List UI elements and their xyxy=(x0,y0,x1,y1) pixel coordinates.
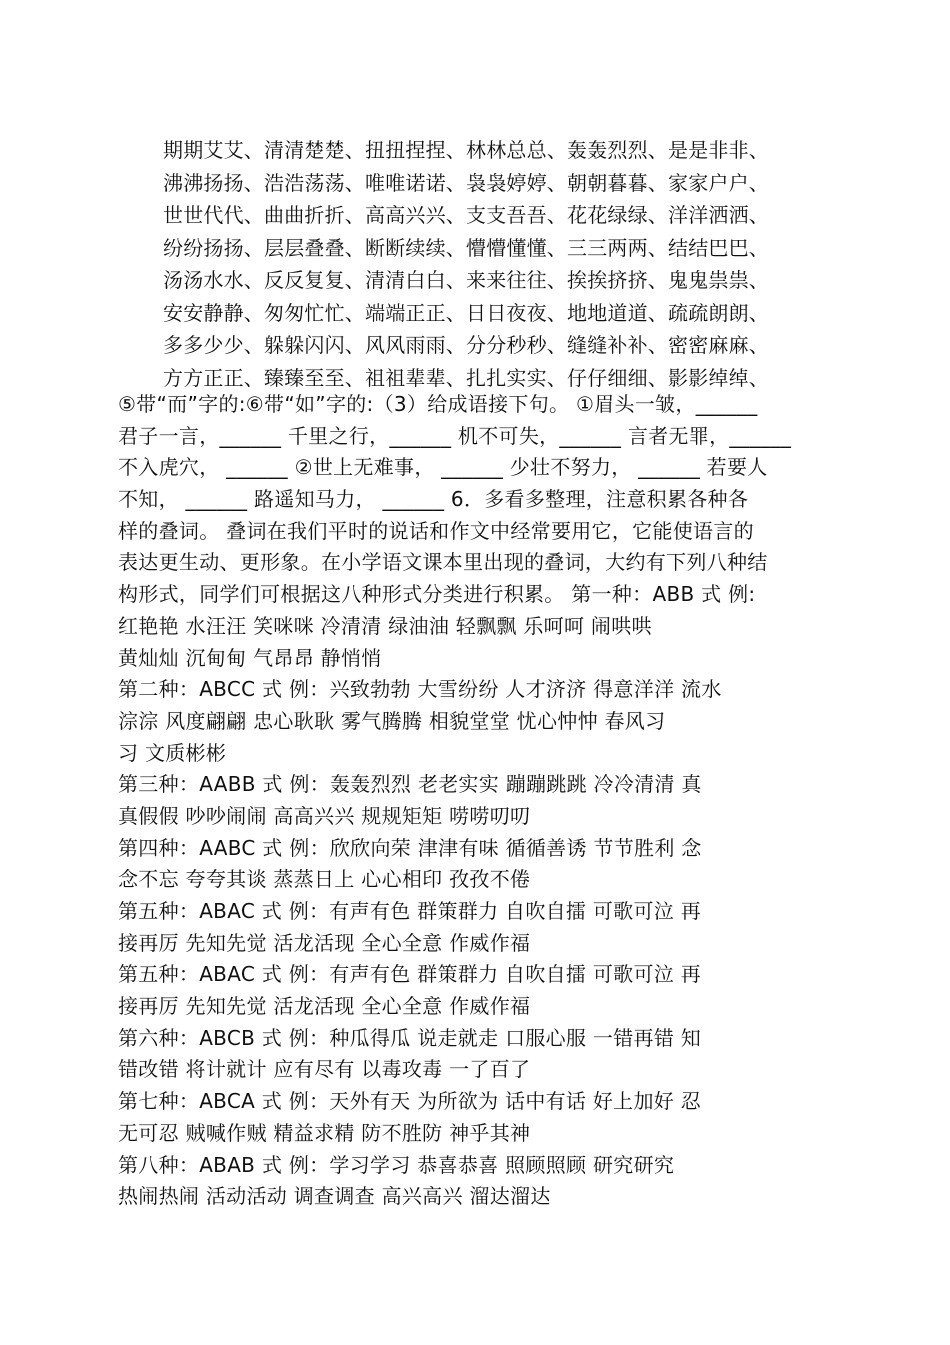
body-line: 淙淙 风度翩翩 忠心耿耿 雾气腾腾 相貌堂堂 忧心忡忡 春风习 xyxy=(118,708,666,733)
body-line: 念不忘 夸夸其谈 蒸蒸日上 心心相印 孜孜不倦 xyxy=(118,867,531,892)
body-line: 第八种：ABAB 式 例：学习学习 恭喜恭喜 照顾照顾 研究研究 xyxy=(118,1152,675,1177)
word-list-line: 安安静静、匆匆忙忙、端端正正、日日夜夜、地地道道、疏疏朗朗、 xyxy=(163,300,769,325)
body-line: 第二种：ABCC 式 例：兴致勃勃 大雪纷纷 人才济济 得意洋洋 流水 xyxy=(118,677,722,702)
body-line: 第四种：AABC 式 例：欣欣向荣 津津有味 循循善诱 节节胜利 念 xyxy=(118,835,702,860)
body-line: 表达更生动、更形象。在小学语文课本里出现的叠词，大约有下列八种结 xyxy=(118,550,768,575)
body-line: 第七种：ABCA 式 例：天外有天 为所欲为 话中有话 好上加好 忍 xyxy=(118,1089,702,1114)
body-line: 真假假 吵吵闹闹 高高兴兴 规规矩矩 唠唠叨叨 xyxy=(118,803,531,828)
word-list-line: 沸沸扬扬、浩浩荡荡、唯唯诺诺、袅袅婷婷、朝朝暮暮、家家户户、 xyxy=(163,170,769,195)
word-list-line: 汤汤水水、反反复复、清清白白、来来往往、挨挨挤挤、鬼鬼祟祟、 xyxy=(163,268,769,292)
word-list-line: 世世代代、曲曲折折、高高兴兴、支支吾吾、花花绿绿、洋洋洒洒、 xyxy=(163,203,769,227)
body-line: 第五种：ABAC 式 例：有声有色 群策群力 自吹自擂 可歌可泣 再 xyxy=(118,962,702,987)
body-line: 不知， ______ 路遥知马力， ______ 6．多看多整理，注意积累各种各 xyxy=(118,487,749,512)
word-list-line: 期期艾艾、清清楚楚、扭扭捏捏、林林总总、轰轰烈烈、是是非非、 xyxy=(163,138,769,162)
body-line: 热闹热闹 活动活动 调查调查 高兴高兴 溜达溜达 xyxy=(118,1184,551,1209)
body-text xyxy=(118,389,858,1213)
word-list-line: 纷纷扬扬、层层叠叠、断断续续、懵懵懂懂、三三两两、结结巴巴、 xyxy=(163,235,769,260)
body-line: 构形式，同学们可根据这八种形式分类进行积累。 第一种：ABB 式 例: xyxy=(118,582,756,607)
body-line: 第三种：AABB 式 例：轰轰烈烈 老老实实 蹦蹦跳跳 冷冷清清 真 xyxy=(118,772,702,797)
body-line: 第六种：ABCB 式 例：种瓜得瓜 说走就走 口服心服 一错再错 知 xyxy=(118,1025,702,1050)
word-list-line: 多多少少、躲躲闪闪、风风雨雨、分分秒秒、缝缝补补、密密麻麻、 xyxy=(163,333,769,357)
body-line: 无可忍 贼喊作贼 精益求精 防不胜防 神乎其神 xyxy=(118,1120,531,1145)
body-line: 接再厉 先知先觉 活龙活现 全心全意 作威作福 xyxy=(118,930,531,955)
body-line: 不入虎穴， ______ ②世上无难事， ______ 少壮不努力， ______ 若要人 xyxy=(118,455,768,480)
reduplicated-word-list xyxy=(163,134,843,394)
body-line: 错改错 将计就计 应有尽有 以毒攻毒 一了百了 xyxy=(118,1057,531,1082)
word-list-line: 方方正正、臻臻至至、祖祖辈辈、扎扎实实、仔仔细细、影影绰绰、 xyxy=(163,365,769,390)
body-line: 样的叠词。 叠词在我们平时的说话和作文中经常要用它，它能使语言的 xyxy=(118,518,754,543)
body-line: ⑤带“而”字的:⑥带“如”字的:（3）给成语接下句。 ①眉头一皱，______ xyxy=(118,392,758,416)
body-line: 接再厉 先知先觉 活龙活现 全心全意 作威作福 xyxy=(118,994,531,1019)
body-line: 第五种：ABAC 式 例：有声有色 群策群力 自吹自擂 可歌可泣 再 xyxy=(118,899,702,923)
body-line: 红艳艳 水汪汪 笑咪咪 冷清清 绿油油 轻飘飘 乐呵呵 闹哄哄 xyxy=(118,613,652,638)
body-line: 君子一言，______ 千里之行，______ 机不可失，______ 言者无罪，______ xyxy=(118,423,792,448)
body-line: 黄灿灿 沉甸甸 气昂昂 静悄悄 xyxy=(118,645,382,670)
body-line: 习 文质彬彬 xyxy=(118,740,227,765)
